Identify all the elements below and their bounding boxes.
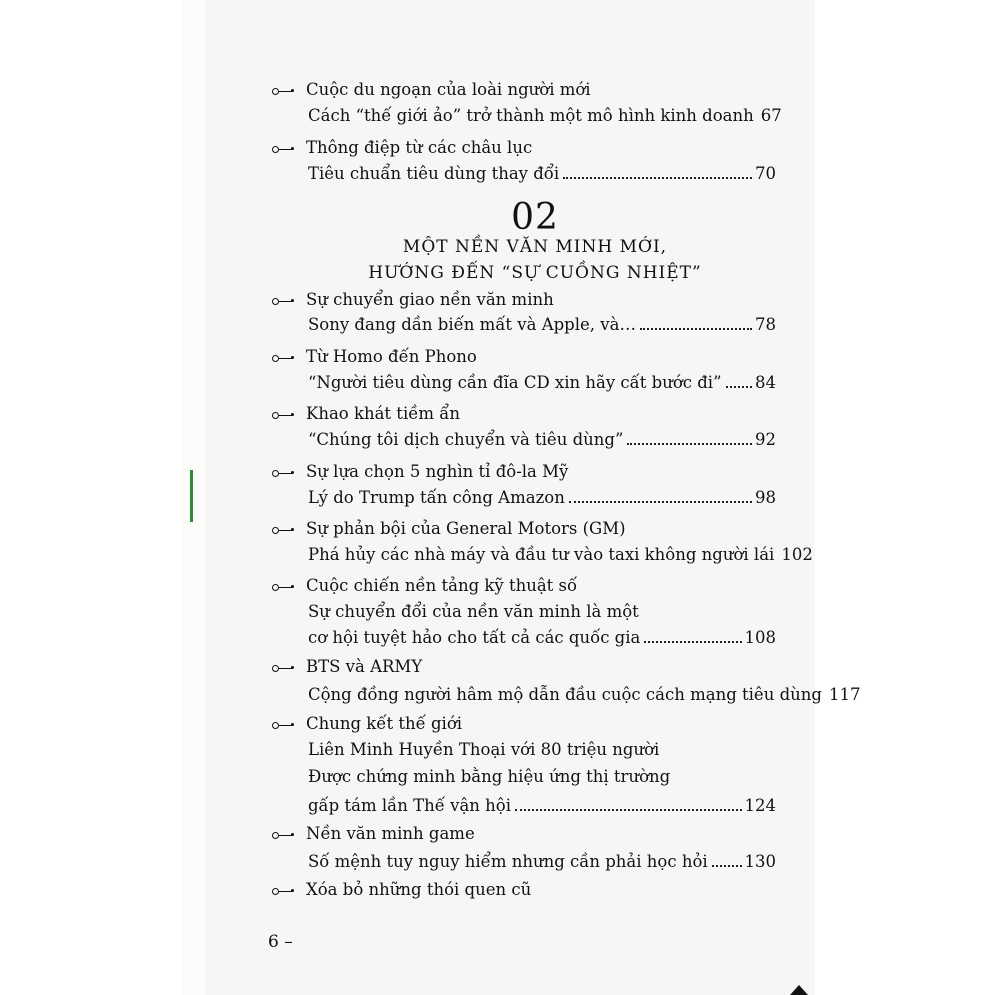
page-gutter: [183, 0, 207, 995]
page-number: 130: [744, 852, 776, 871]
page-number: 108: [744, 628, 776, 647]
bullet-icon: [272, 411, 296, 419]
page-footer: 6 –: [268, 932, 293, 952]
dot-leader: [569, 488, 752, 503]
toc-entry-text: Cộng đồng người hâm mộ dẫn đầu cuộc cách mạng tiêu dùng: [308, 685, 822, 704]
toc-entry: [308, 315, 776, 335]
toc-heading-text: Xóa bỏ những thói quen cũ: [306, 880, 532, 899]
toc-heading-text: Sự chuyển giao nền văn minh: [306, 290, 554, 309]
toc-entry-text: Sony đang dần biến mất và Apple, và…: [308, 315, 636, 334]
page-number: 78: [755, 315, 776, 334]
toc-heading-text: Cuộc du ngoạn của loài người mới: [306, 80, 591, 99]
toc-heading: [272, 462, 568, 482]
bullet-icon: [272, 721, 296, 729]
toc-heading: [272, 657, 422, 677]
toc-entry-text: gấp tám lần Thế vận hội: [308, 796, 511, 815]
bullet-icon: [272, 354, 296, 362]
toc-entry: [308, 373, 776, 393]
toc-entry-text: Liên Minh Huyền Thoại với 80 triệu người: [308, 740, 660, 759]
toc-entry: [308, 796, 776, 816]
toc-heading: [272, 80, 591, 100]
page-number: 84: [755, 373, 776, 392]
toc-entry: [308, 106, 782, 126]
toc-heading-text: Nền văn minh game: [306, 824, 475, 843]
bullet-icon: [272, 831, 296, 839]
toc-heading: [272, 138, 532, 158]
dot-leader: [627, 430, 752, 445]
toc-entry: [308, 430, 776, 450]
bullet-icon: [272, 664, 296, 672]
chapter-title-line1: MỘT NỀN VĂN MINH MỚI,: [402, 237, 668, 257]
bullet-icon: [272, 526, 296, 534]
toc-entry-text: “Chúng tôi dịch chuyển và tiêu dùng”: [308, 430, 624, 449]
bullet-icon: [272, 145, 296, 153]
bullet-icon: [272, 583, 296, 591]
page-number: 70: [755, 164, 776, 183]
toc-heading: [272, 824, 475, 844]
toc-entry-text: Sự chuyển đổi của nền văn minh là một: [308, 602, 639, 621]
toc-heading-text: Thông điệp từ các châu lục: [306, 138, 533, 157]
dot-leader: [640, 315, 752, 330]
toc-heading: [272, 519, 626, 539]
toc-heading-text: BTS và ARMY: [306, 657, 423, 676]
toc-entry-text: Phá hủy các nhà máy và đầu tư vào taxi không người lái: [308, 545, 775, 564]
toc-entry: [308, 852, 776, 872]
bullet-icon: [272, 887, 296, 895]
page-number: 67: [760, 106, 782, 125]
page-number: 98: [755, 488, 776, 507]
page-number: 124: [744, 796, 776, 815]
dot-leader: [563, 164, 752, 179]
dot-leader: [726, 373, 752, 388]
bullet-icon: [272, 87, 296, 95]
page-number: 92: [755, 430, 776, 449]
toc-heading-text: Sự lựa chọn 5 nghìn tỉ đô-la Mỹ: [306, 462, 569, 481]
toc-heading: [272, 880, 531, 900]
page-number: 117: [828, 685, 861, 704]
page-number: 102: [781, 545, 813, 564]
toc-entry-text: “Người tiêu dùng cần đĩa CD xin hãy cất bước đi”: [308, 373, 722, 392]
bullet-icon: [272, 469, 296, 477]
toc-entry: [308, 628, 776, 648]
toc-heading: [272, 290, 554, 310]
toc-entry: [308, 488, 776, 508]
toc-heading-text: Từ Homo đến Phono: [306, 347, 477, 366]
corner-mark-icon: [790, 985, 808, 995]
chapter-title-line2: HƯỚNG ĐẾN “SỰ CUỒNG NHIỆT”: [368, 263, 702, 283]
toc-entry-text: Lý do Trump tấn công Amazon: [308, 488, 565, 507]
dot-leader: [644, 628, 741, 643]
toc-entry: [308, 164, 776, 184]
toc-entry: [308, 545, 813, 565]
toc-entry-text: Được chứng minh bằng hiệu ứng thị trường: [308, 767, 671, 786]
toc-heading-text: Cuộc chiến nền tảng kỹ thuật số: [306, 576, 578, 595]
chapter-number: 02: [511, 197, 559, 238]
green-edge-mark: [190, 470, 193, 522]
toc-entry-text: cơ hội tuyệt hảo cho tất cả các quốc gia: [308, 628, 641, 647]
toc-heading: [272, 576, 577, 596]
toc-entry-text: Cách “thế giới ảo” trở thành một mô hình kinh doanh: [308, 106, 754, 125]
toc-entry-text: Số mệnh tuy nguy hiểm nhưng cần phải học hỏi: [308, 852, 708, 871]
toc-heading: [272, 404, 460, 424]
toc-heading: [272, 714, 462, 734]
toc-heading: [272, 347, 477, 367]
bullet-icon: [272, 297, 296, 305]
toc-heading-text: Sự phản bội của General Motors (GM): [306, 519, 626, 538]
toc-entry-text: Tiêu chuẩn tiêu dùng thay đổi: [308, 164, 560, 183]
toc-heading-text: Khao khát tiềm ẩn: [306, 404, 460, 423]
dot-leader: [712, 852, 742, 867]
toc-entry: [308, 685, 861, 705]
dot-leader: [515, 796, 742, 811]
toc-heading-text: Chung kết thế giới: [306, 714, 463, 733]
